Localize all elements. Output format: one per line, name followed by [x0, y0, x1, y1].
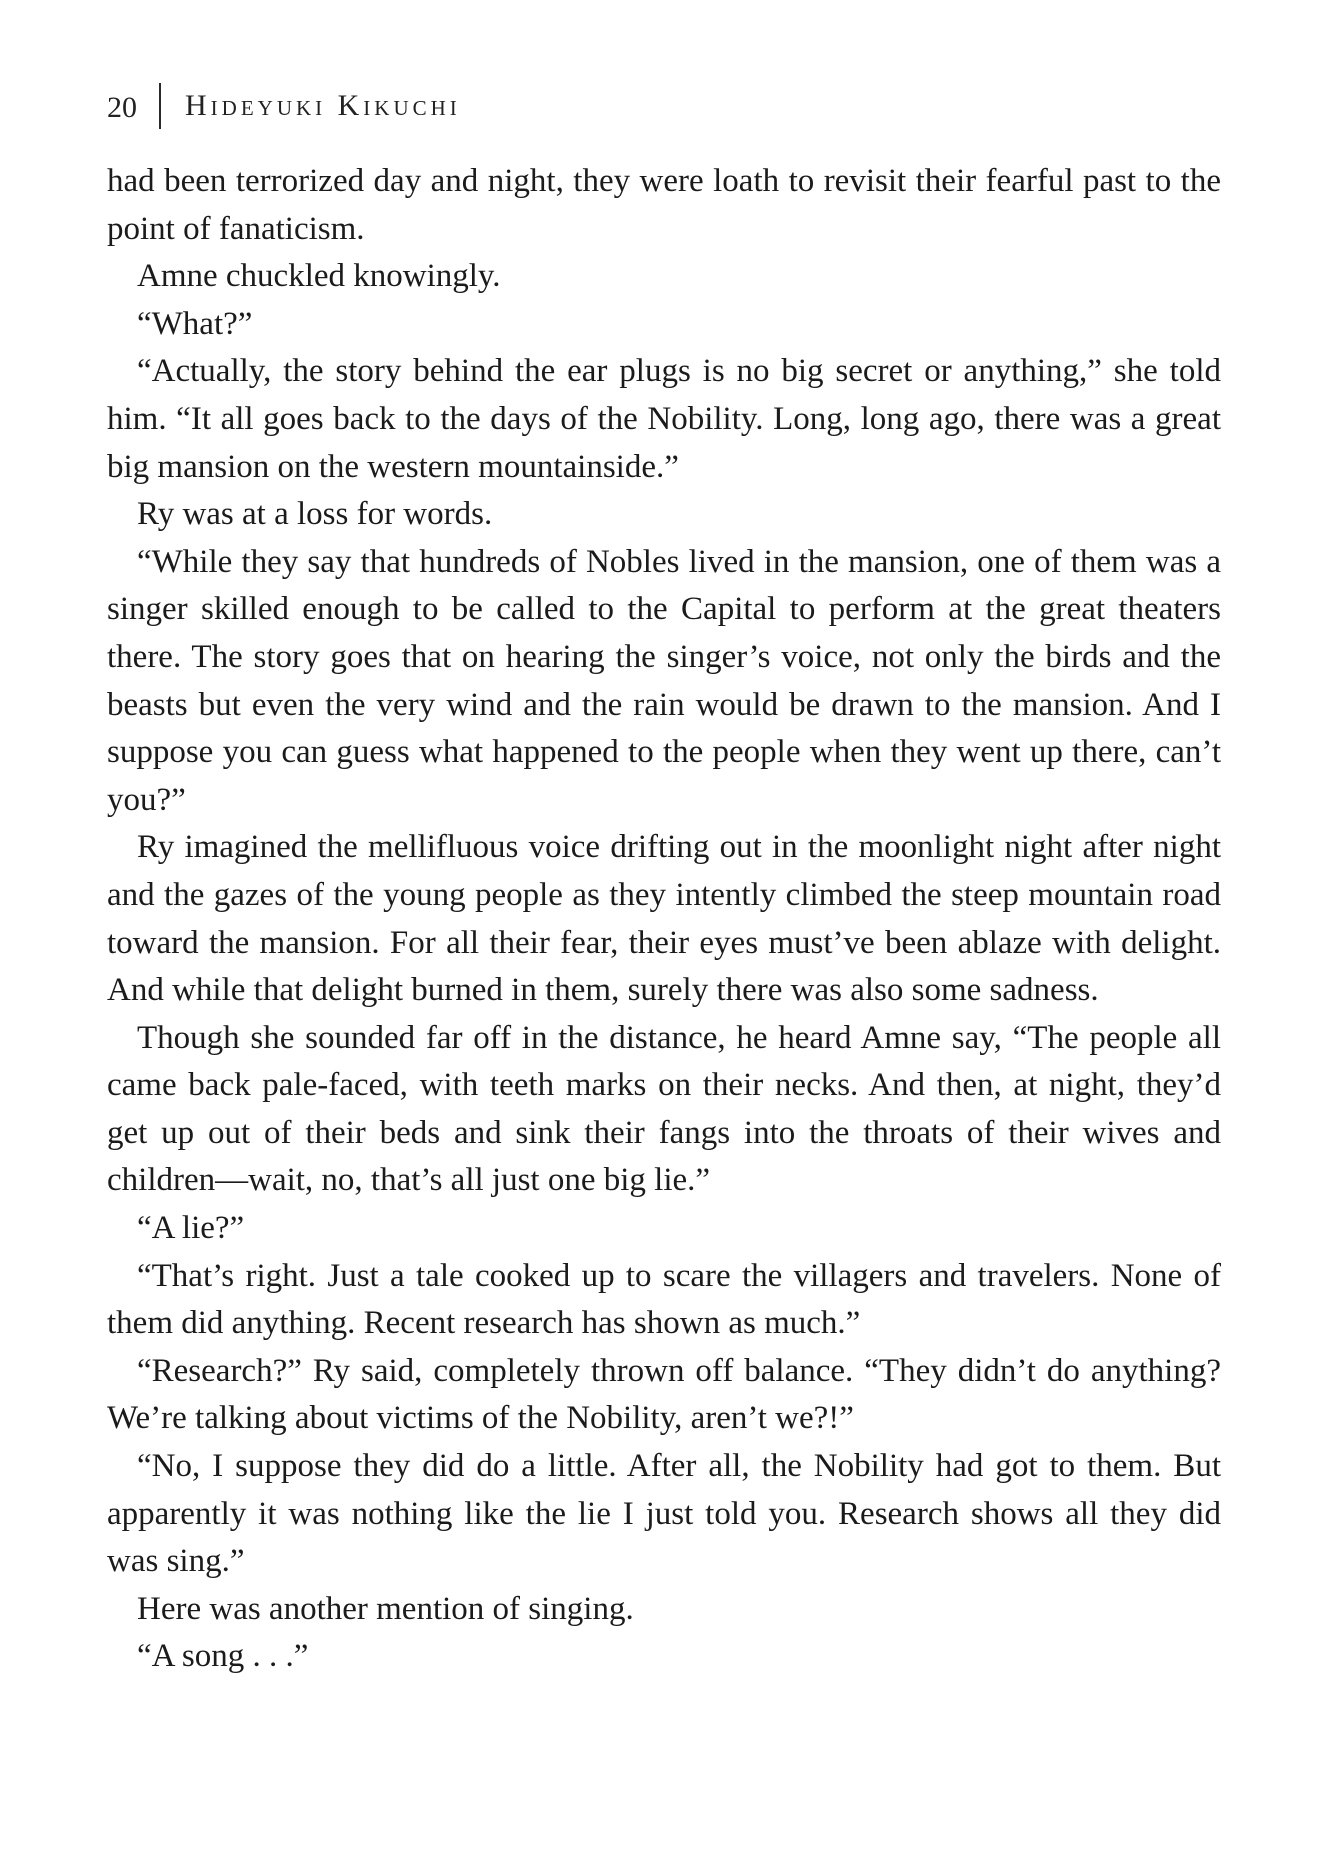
paragraph: Though she sounded far off in the distance, he heard Amne say, “The people all came back pale-faced, with teeth marks on their necks. And then, at night, they’d get up out of their beds and sink their fangs into the throats of their wives and children—wait, no, that’s all just one big lie.” [107, 1019, 1221, 1199]
paragraph: “While they say that hundreds of Nobles lived in the mansion, one of them was a singer skilled enough to be called to the Capital to perform at the great theaters there. The story goes that on hearing the singer’s voice, not only the birds and the beasts but even the very wind and the rain would be drawn to the mansion. And I suppose you can guess what happened to the people when they went up there, can’t you?” [107, 543, 1221, 818]
paragraph: “What?” [137, 305, 253, 342]
paragraph: “Actually, the story behind the ear plugs is no big secret or anything,” she told him. “It all goes back to the days of the Nobility. Long, long ago, there was a great big mansion on the western mountainside.” [107, 353, 1221, 485]
paragraph: “A song . . .” [137, 1638, 309, 1675]
running-head-author: Hideyuki Kikuchi [185, 89, 461, 122]
paragraph: Ry imagined the mellifluous voice drifting out in the moonlight night after night and the gazes of the young people as they intently climbed the steep mountain road toward the mansion. For all their fear, their eyes must’ve been ablaze with delight. And while that delight burned in them, surely there was also some sadness. [107, 829, 1221, 1009]
running-header [107, 82, 1221, 130]
paragraph: Ry was at a loss for words. [137, 496, 493, 533]
header-divider [159, 83, 161, 129]
page-number: 20 [107, 91, 137, 124]
paragraph: Here was another mention of singing. [137, 1590, 634, 1627]
paragraph: “That’s right. Just a tale cooked up to scare the villagers and travelers. None of them did anything. Recent research has shown as much.” [107, 1257, 1221, 1342]
paragraph: Amne chuckled knowingly. [137, 258, 501, 295]
paragraph: “No, I suppose they did do a little. After all, the Nobility had got to them. But apparently it was nothing like the lie I just told you. Research shows all they did was sing.” [107, 1448, 1221, 1580]
paragraph: had been terrorized day and night, they were loath to revisit their fearful past to the point of fanaticism. [107, 163, 1221, 247]
paragraph: “A lie?” [137, 1210, 245, 1247]
body-text [107, 158, 1221, 1681]
paragraph: “Research?” Ry said, completely thrown off balance. “They didn’t do anything? We’re talking about victims of the Nobility, aren’t we?!” [107, 1352, 1221, 1437]
